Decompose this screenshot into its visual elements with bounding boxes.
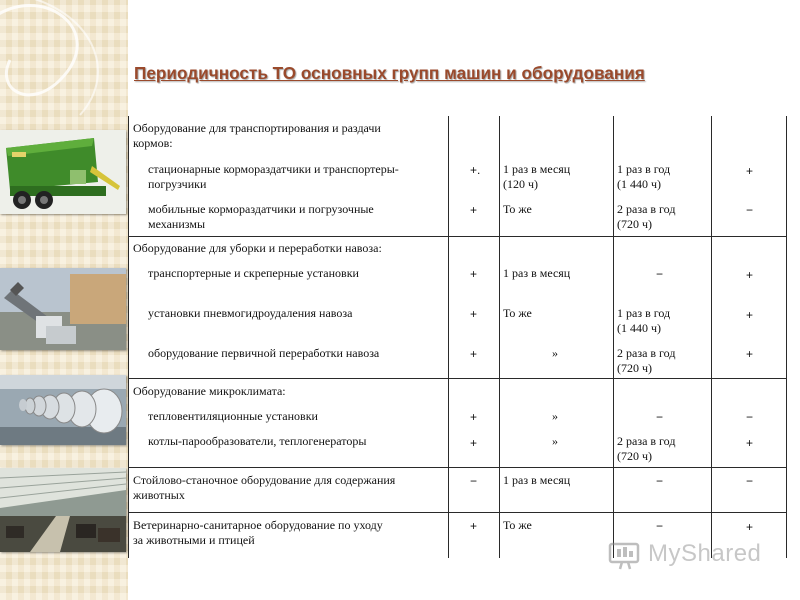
seasonal-to-mark: + <box>746 347 754 361</box>
to-1-period: То же <box>503 518 532 532</box>
page-title: Периодичность ТО основных групп машин и оборудования <box>134 63 645 83</box>
seasonal-to-mark: + <box>746 520 754 534</box>
to-2-period: (720 ч) <box>617 449 653 463</box>
to-1-period: То же <box>503 306 532 320</box>
to-2-period: − <box>656 519 664 533</box>
watermark-logo-icon <box>608 540 642 570</box>
equipment-name: механизмы <box>148 217 205 231</box>
seasonal-to-mark: + <box>746 436 754 450</box>
equipment-name: котлы-парообразователи, теплогенераторы <box>148 434 367 448</box>
equipment-name: мобильные кормораздатчики и погрузочные <box>148 202 374 216</box>
group-heading: Стойлово-станочное оборудование для содержания <box>133 473 396 487</box>
daily-to-mark: + <box>470 203 478 217</box>
daily-to-mark: + <box>470 519 478 533</box>
to-2-period: 1 раз в год <box>617 306 671 320</box>
seasonal-to-mark: − <box>746 474 754 488</box>
to-2-period: (720 ч) <box>617 361 653 375</box>
table-col-divider-3 <box>613 116 614 558</box>
to-1-period: » <box>552 346 558 360</box>
equipment-name: оборудование первичной переработки навоза <box>148 346 380 360</box>
to-2-period: 1 раз в год <box>617 162 671 176</box>
equipment-name: погрузчики <box>148 177 207 191</box>
daily-to-mark: + <box>470 347 478 361</box>
group-heading: кормов: <box>133 136 173 150</box>
equipment-name: тепловентиляционные установки <box>148 409 318 423</box>
to-1-period: (120 ч) <box>503 177 539 191</box>
table-col-divider-2 <box>499 116 500 558</box>
to-1-period: 1 раз в месяц <box>503 473 571 487</box>
to-2-period: − <box>656 410 664 424</box>
daily-to-mark: +. <box>470 163 481 177</box>
to-2-period: 2 раза в год <box>617 434 676 448</box>
group-heading: животных <box>133 488 185 502</box>
to-1-period: » <box>552 434 558 448</box>
to-2-period: 2 раза в год <box>617 346 676 360</box>
group-heading: Оборудование для уборки и переработки навоза: <box>133 241 382 255</box>
to-1-period: То же <box>503 202 532 216</box>
table-col-divider-4 <box>711 116 712 558</box>
daily-to-mark: + <box>470 307 478 321</box>
to-1-period: 1 раз в месяц <box>503 266 571 280</box>
watermark-text: MyShared <box>648 540 762 567</box>
group-heading: Оборудование для транспортирования и раздачи <box>133 121 381 135</box>
group-heading: Ветеринарно-санитарное оборудование по уходу <box>133 518 383 532</box>
group-heading: за животными и птицей <box>133 533 255 547</box>
to-2-period: − <box>656 474 664 488</box>
seasonal-to-mark: − <box>746 203 754 217</box>
daily-to-mark: − <box>470 474 478 488</box>
to-2-period: 2 раза в год <box>617 202 676 216</box>
equipment-name: стационарные кормораздатчики и транспортеры- <box>148 162 399 176</box>
daily-to-mark: + <box>470 436 478 450</box>
to-2-period: (1 440 ч) <box>617 321 662 335</box>
to-2-period: − <box>656 267 664 281</box>
to-2-period: (1 440 ч) <box>617 177 662 191</box>
table-col-divider-1 <box>448 116 449 558</box>
seasonal-to-mark: + <box>746 268 754 282</box>
table-row-divider <box>128 236 786 237</box>
equipment-name: транспортерные и скреперные установки <box>148 266 359 280</box>
to-1-period: » <box>552 409 558 423</box>
group-heading: Оборудование микроклимата: <box>133 384 286 398</box>
daily-to-mark: + <box>470 410 478 424</box>
seasonal-to-mark: − <box>746 410 754 424</box>
seasonal-to-mark: + <box>746 308 754 322</box>
daily-to-mark: + <box>470 267 478 281</box>
equipment-name: установки пневмогидроудаления навоза <box>148 306 353 320</box>
seasonal-to-mark: + <box>746 164 754 178</box>
to-2-period: (720 ч) <box>617 217 653 231</box>
to-1-period: 1 раз в месяц <box>503 162 571 176</box>
table-row-divider <box>128 512 786 513</box>
table-border-right <box>786 116 787 558</box>
table-row-divider <box>128 467 786 468</box>
table-row-divider <box>128 378 786 379</box>
table-border-left <box>128 116 129 558</box>
